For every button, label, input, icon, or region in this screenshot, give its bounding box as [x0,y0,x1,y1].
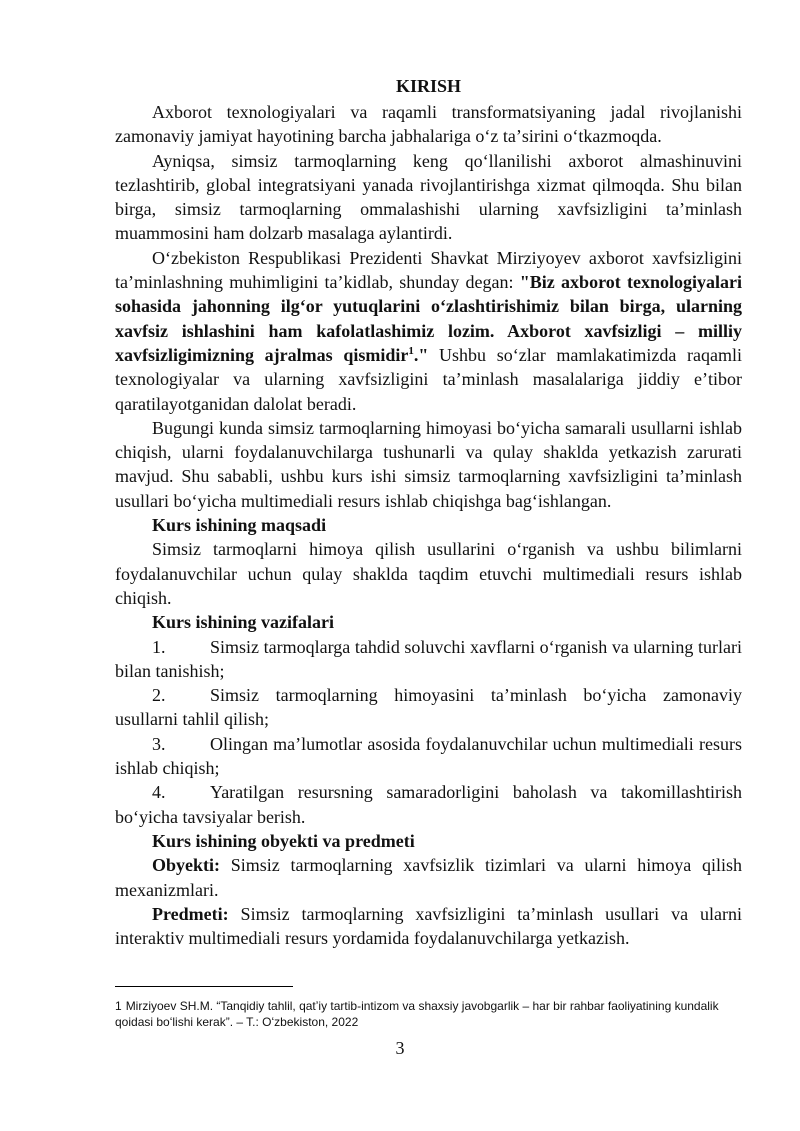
task-text: Yaratilgan resursning samaradorligini baholash va takomillashtirish boʻyicha tavsiyalar berish. [115,782,742,827]
goal-heading: Kurs ishining maqsadi [152,515,327,536]
paragraph-3-rest: Ushbu soʻzlar mamlakatimizda raqamli texnologiyalar va ularning xavfsizligini taʼminlash masalalariga jiddiy eʼtibor qaratilayotganidan dalolat beradi. [115,344,743,414]
footnote-text: Mirziyoev SH.M. “Tanqidiy tahlil, qatʼiy tartib-intizom va shaxsiy javobgarlik – har bir rahbar faoliyatining kundalik qoidasi boʻlishi kerak”. – T.: Oʻzbekiston, 2022 [115,999,719,1029]
task-item [115,635,742,684]
task-number: 4. [152,782,166,803]
subject-label: Predmeti: [152,903,229,924]
paragraph-3-intro: Oʻzbekiston Respublikasi Prezidenti Shavkat Mirziyoyev axborot xavfsizligini taʼminlashning muhimligini taʼkidlab, shunday degan: [115,247,742,293]
task-item [115,683,742,732]
paragraph-3 [115,246,742,416]
object-label: Obyekti: [152,855,221,876]
task-text: Simsiz tarmoqlarning himoyasini taʼminlash boʻyicha zamonaviy usullarni tahlil qilish; [115,685,742,730]
goal-text: Simsiz tarmoqlarni himoya qilish usullarini oʻrganish va ushbu bilimlarni foydalanuvchilar uchun qulay shaklda taqdim etuvchi multimediali resurs ishlab chiqish. [115,539,742,608]
paragraph-4: Bugungi kunda simsiz tarmoqlarning himoyasi boʻyicha samarali usullarni ishlab chiqish, ularni foydalanuvchilarga tushunarli va qulay shaklda yetkazish zarurati mavjud. Shu sababli, ushbu kurs ishi simsiz tarmoqlarning xavfsizligini taʼminlash usullari boʻyicha multimediali resurs ishlab chiqishga bagʻishlangan. [115,417,742,511]
section-title: KIRISH [395,76,462,96]
footnote-reference[interactable]: 1 [408,344,414,357]
footnote [115,998,742,1030]
subject-paragraph [115,902,742,951]
paragraph-2: Ayniqsa, simsiz tarmoqlarning keng qoʻllanilishi axborot almashinuvini tezlashtirib, global integratsiyani yanada rivojlantirishga xizmat qilmoqda. Shu bilan birga, simsiz tarmoqlarning ommalashishi ularning xavfsizligini taʼminlash muammosini ham dolzarb masalaga aylantirdi. [115,150,742,244]
tasks-heading: Kurs ishining vazifalari [152,612,335,633]
task-text: Olingan maʼlumotlar asosida foydalanuvchilar uchun multimediali resurs ishlab chiqish; [115,733,742,779]
object-paragraph [115,853,742,902]
paragraph-1: Axborot texnologiyalari va raqamli transformatsiyaning jadal rivojlanishi zamonaviy jamiyat hayotining barcha jabhalariga oʻz taʼsirini oʻtkazmoqda. [115,102,742,147]
footnote-divider [115,986,293,987]
object-text: Simsiz tarmoqlarning xavfsizlik tizimlari va ularni himoya qilish mexanizmlari. [115,855,742,900]
president-quote: "Biz axborot texnologiyalari sohasida jahonning ilgʻor yutuqlarini oʻzlashtirishimiz bilan birga, ularning xavfsiz ishlashini ham kafolatlashimiz lozim. Axborot xavfsizligi – milliy xavfsizligimizning ajralmas qismidir$^1$." [115,272,742,365]
task-text: Simsiz tarmoqlarga tahdid soluvchi xavflarni oʻrganish va ularning turlari bilan tanishish; [115,636,742,681]
task-number: 3. [152,733,166,754]
footnote-mark: 1 [115,999,122,1013]
task-item [115,780,742,829]
task-number: 2. [152,685,166,706]
task-number: 1. [152,636,166,657]
subject-text: Simsiz tarmoqlarning xavfsizligini taʼminlash usullari va ularni interaktiv multimediali resurs yordamida foydalanuvchilarga yetkazish. [115,903,742,949]
document-body [115,74,742,950]
page-number: 3 [395,1038,405,1058]
object-subject-heading: Kurs ishining obyekti va predmeti [152,830,415,851]
task-item [115,732,742,781]
